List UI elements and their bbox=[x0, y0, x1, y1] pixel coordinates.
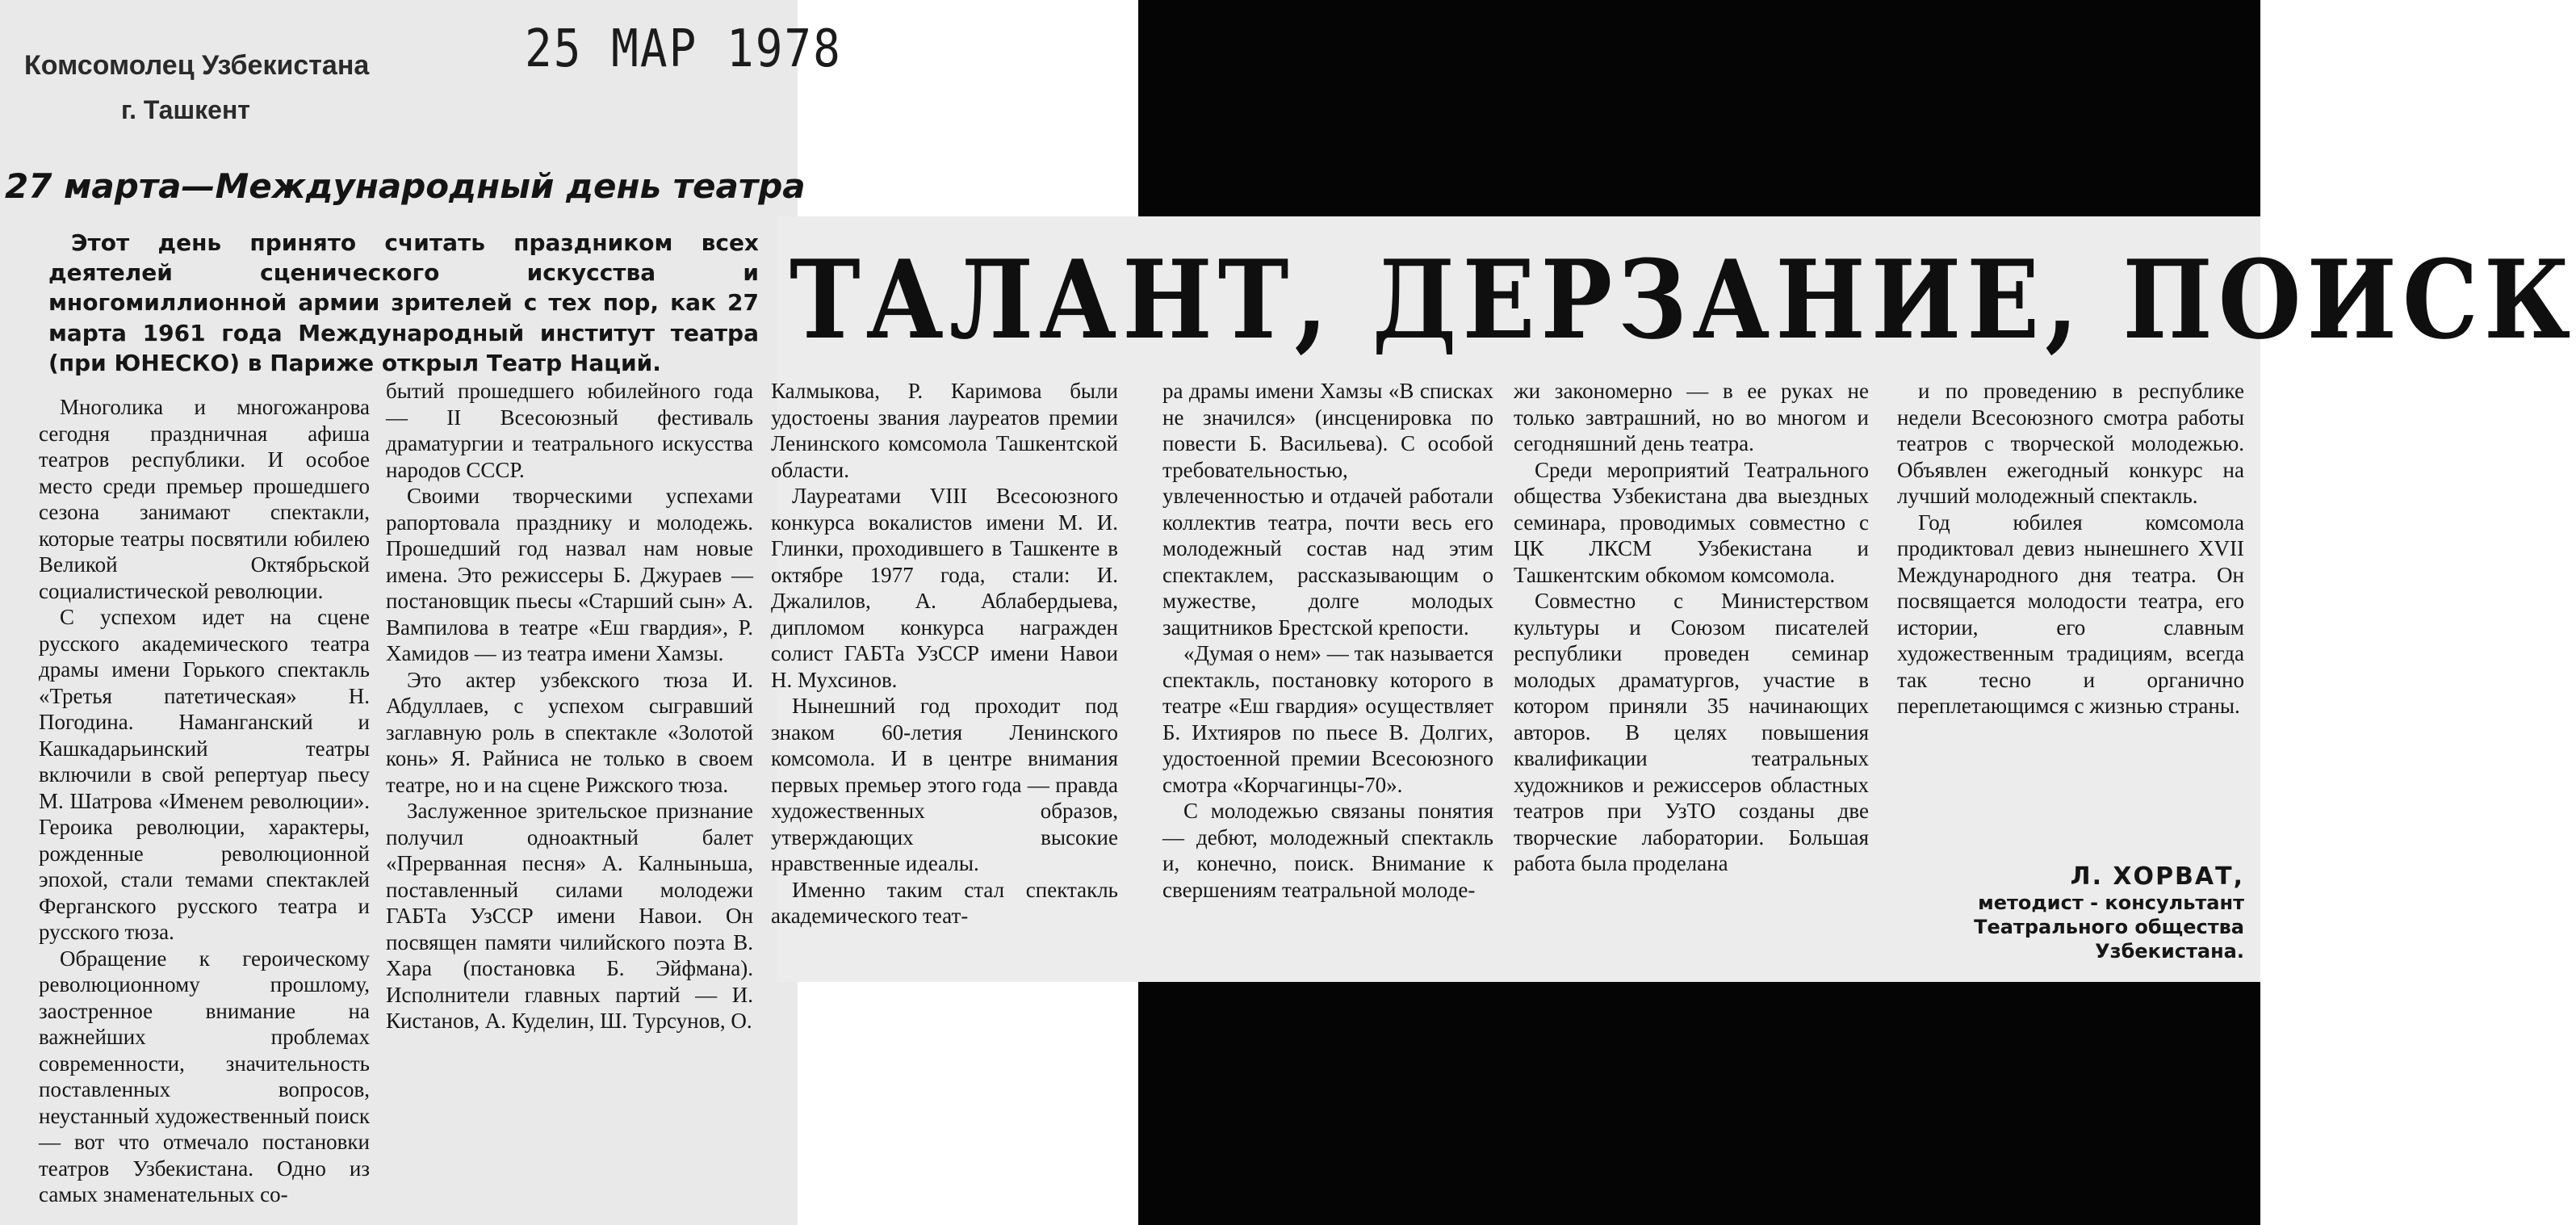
paragraph: Заслуженное зрительское признание получил одноактный балет «Прерванная песня» А. Калныньша, поставленный силами молодежи ГАБТа УзССР имени Навои. Он посвящен памяти чилийского поэта В. Хара (постановка Б. Эйфмана). Исполнители главных партий — И. Кистанов, А. Куделин, Ш. Турсунов, О. bbox=[386, 799, 753, 1033]
paragraph: С успехом идет на сцене русского академического театра драмы имени Горького спектакль «Третья патетическая» Н. Погодина. Наманганский и Кашкадарьинский театры включили в свой репертуар пьесу М. Шатрова «Именем революции». Героика революции, характеры, рожденные революционной эпохой, стали темами спектаклей Ферганского русского театра и русского тюза. bbox=[39, 605, 370, 944]
paragraph: ра драмы имени Хамзы «В списках не значился» (инсценировка по повести Б. Васильева). С особой требовательностью, увлеченностью и отдачей работали коллектив театра, почти весь его молодежный состав над этим спектаклем, рассказывающим о мужестве, долге молодых защитников Брестской крепости. bbox=[1162, 379, 1493, 640]
date-stamp: 25 МАР 1978 bbox=[525, 19, 842, 79]
paragraph: жи закономерно — в ее руках не только завтрашний, но во многом и сегодняшний день театра. bbox=[1514, 379, 1869, 455]
text-column-5 bbox=[1514, 378, 1869, 959]
paragraph: Лауреатами VIII Всесоюзного конкурса вокалистов имени М. И. Глинки, проходившего в Ташкенте в октябре 1977 года, стали: И. Джалилов, А. Аблабердыева, дипломом конкурса награжден солист ГАБТа УзССР имени Навои Н. Мухсинов. bbox=[771, 484, 1118, 692]
paragraph: С молодежью связаны понятия — дебют, молодежный спектакль и, конечно, поиск. Внимание к свершениям театральной молоде- bbox=[1162, 799, 1493, 902]
overline-heading: 27 марта—Международный день театра bbox=[5, 166, 806, 206]
paragraph: Год юбилея комсомола продиктовал девиз нынешнего XVII Международного дня театра. Он посвящается молодости театра, его истории, его славным художественным традициям, всегда так тесно и органично переплетающимся с жизнью страны. bbox=[1897, 510, 2244, 718]
text-column-4 bbox=[1162, 378, 1493, 959]
paragraph: Многолика и многожанрова сегодня праздничная афиша театров республики. И особое место среди премьер прошедшего сезона занимают спектакли, которые театры посвятили юбилею Великой Октябрьской социалистической революции. bbox=[39, 395, 370, 603]
text-column-2 bbox=[386, 378, 753, 1218]
paragraph: Именно таким стал спектакль академического теат- bbox=[771, 877, 1118, 928]
text-column-6 bbox=[1897, 378, 2244, 846]
paragraph: Калмыкова, Р. Каримова были удостоены звания лауреатов премии Ленинского комсомола Ташкентской области. bbox=[771, 379, 1118, 482]
paragraph: Обращение к героическому революционному прошлому, заостренное внимание на важнейших проблемах современности, значительность поставленных вопросов, неустанный художественный поиск — вот что отмечало постановки театров Узбекистана. Одно из самых знаменательных со- bbox=[39, 946, 370, 1206]
paragraph: Своими творческими успехами рапортовала празднику и молодежь. Прошедший год назвал нам новые имена. Это режиссеры Б. Джураев — постановщик пьесы «Старший сын» А. Вампилова в театре «Еш гвардия», Р. Хамидов — из театра имени Хамзы. bbox=[386, 484, 753, 665]
text-column-1 bbox=[39, 394, 370, 1218]
lead-paragraph: Этот день принято считать праздником всех деятелей сценического искусства и многомиллионной армии зрителей с тех пор, как 27 марта 1961 года Международный институт театра (при ЮНЕСКО) в Париже открыл Театр Наций. bbox=[48, 229, 759, 376]
author-title: методист - консультант Театрального общества Узбекистана. bbox=[1974, 891, 2244, 963]
author-name: Л. ХОРВАТ, bbox=[2070, 862, 2244, 891]
paragraph: и по проведению в республике недели Всесоюзного смотра работы театров с творческой молодежью. Объявлен ежегодный конкурс на лучший молодежный спектакль. bbox=[1897, 379, 2244, 508]
paragraph: Совместно с Министерством культуры и Союзом писателей республики проведен семинар молодых драматургов, участие в котором приняли 35 начинающих авторов. В целях повышения квалификации театральных художников и режиссеров областных театров при УзТО созданы две творческие лаборатории. Большая работа была проделана bbox=[1514, 589, 1869, 875]
paragraph: Нынешний год проходит под знаком 60-летия Ленинского комсомола. И в центре внимания первых премьер этого года — правда художественных образов, утверждающих высокие нравственные идеалы. bbox=[771, 694, 1118, 875]
signature-block bbox=[1913, 862, 2244, 963]
article-headline: ТАЛАНТ, ДЕРЗАНИЕ, ПОИСК bbox=[790, 236, 2576, 363]
paragraph: бытий прошедшего юбилейного года — II Всесоюзный фестиваль драматургии и театрального искусства народов СССР. bbox=[386, 379, 753, 482]
text-column-3 bbox=[771, 378, 1118, 959]
newspaper-name-stamp: Комсомолец Узбекистана bbox=[24, 50, 370, 81]
paragraph: «Думая о нем» — так называется спектакль, постановку которого в театре «Еш гвардия» осуществляет Б. Ихтияров по пьесе В. Долгих, удостоенной премии Всесоюзного смотра «Корчагинцы-70». bbox=[1162, 641, 1493, 797]
paragraph: Среди мероприятий Театрального общества Узбекистана два выездных семинара, проводимых совместно с ЦК ЛКСМ Узбекистана и Ташкентским обкомом комсомола. bbox=[1514, 457, 1869, 587]
city-stamp: г. Ташкент bbox=[121, 95, 250, 124]
paragraph: Это актер узбекского тюза И. Абдуллаев, с успехом сыгравший заглавную роль в спектакле «Золотой конь» Я. Райниса не только в своем театре, но и на сцене Рижского тюза. bbox=[386, 667, 753, 797]
